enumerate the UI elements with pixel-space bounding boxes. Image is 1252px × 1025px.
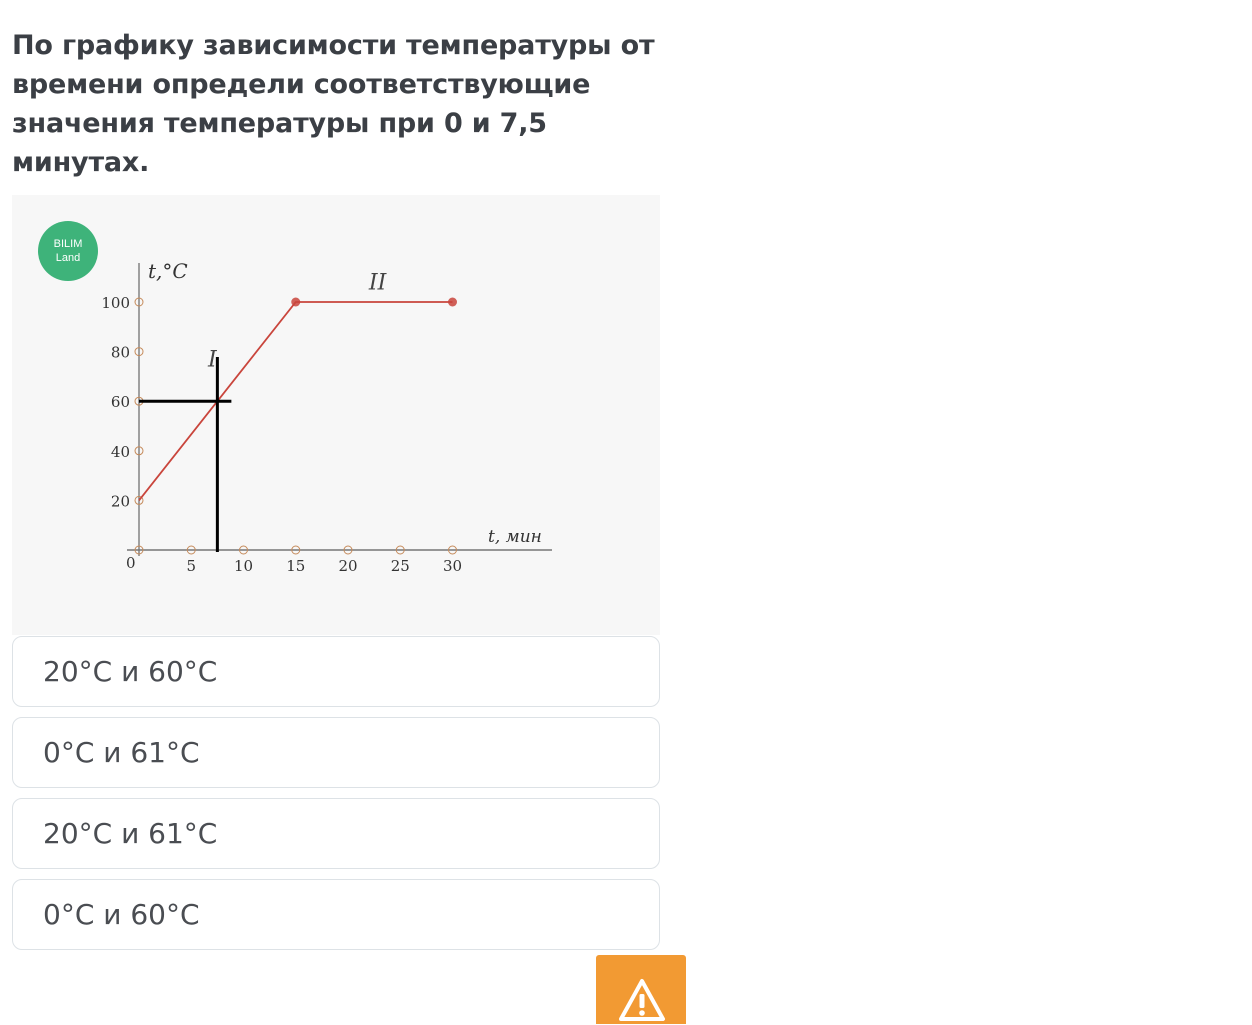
x-tick-label: 15 bbox=[286, 557, 306, 575]
answer-label: 20°C и 60°C bbox=[43, 655, 218, 688]
x-tick-label: 20 bbox=[338, 557, 358, 575]
y-tick-label: 80 bbox=[110, 343, 130, 362]
temperature-time-chart bbox=[12, 195, 660, 635]
data-point bbox=[448, 298, 457, 307]
y-tick-label: 20 bbox=[110, 492, 130, 511]
origin-label: 0 bbox=[126, 554, 136, 572]
answer-label: 20°C и 61°C bbox=[43, 817, 218, 850]
x-tick-label: 25 bbox=[390, 557, 410, 575]
bilimland-logo bbox=[38, 221, 98, 281]
question-figure bbox=[12, 195, 660, 635]
segment-label-2: II bbox=[368, 270, 387, 296]
question-line: значения температуры при 0 и 7,5 bbox=[12, 108, 547, 139]
logo-text: Land bbox=[55, 252, 81, 264]
answer-list bbox=[12, 636, 660, 960]
x-tick-label: 30 bbox=[442, 557, 463, 575]
warning-icon bbox=[618, 977, 666, 1025]
answer-option[interactable] bbox=[12, 798, 660, 869]
data-point bbox=[291, 298, 300, 307]
question-line: По графику зависимости температуры от bbox=[12, 30, 655, 61]
y-tick-label: 100 bbox=[101, 294, 130, 312]
answer-option[interactable] bbox=[12, 717, 660, 788]
x-tick-label: 5 bbox=[186, 557, 197, 575]
question-line: времени определи соответствующие bbox=[12, 69, 591, 100]
answer-label: 0°C и 61°C bbox=[43, 736, 200, 769]
question-text bbox=[12, 26, 672, 182]
question-line: минутах. bbox=[12, 147, 150, 178]
y-tick-label: 60 bbox=[110, 393, 130, 412]
answer-option[interactable] bbox=[12, 636, 660, 707]
segment-label-1: I bbox=[207, 347, 217, 373]
answer-label: 0°C и 60°C bbox=[43, 898, 200, 931]
answer-option[interactable] bbox=[12, 879, 660, 950]
logo-text: BILIM bbox=[53, 238, 83, 250]
report-problem-button[interactable] bbox=[596, 955, 686, 1024]
x-axis-label: t, мин bbox=[488, 527, 542, 547]
x-tick-label: 10 bbox=[233, 557, 254, 575]
y-axis-label: t,°C bbox=[148, 259, 188, 283]
y-tick-label: 40 bbox=[110, 442, 130, 461]
